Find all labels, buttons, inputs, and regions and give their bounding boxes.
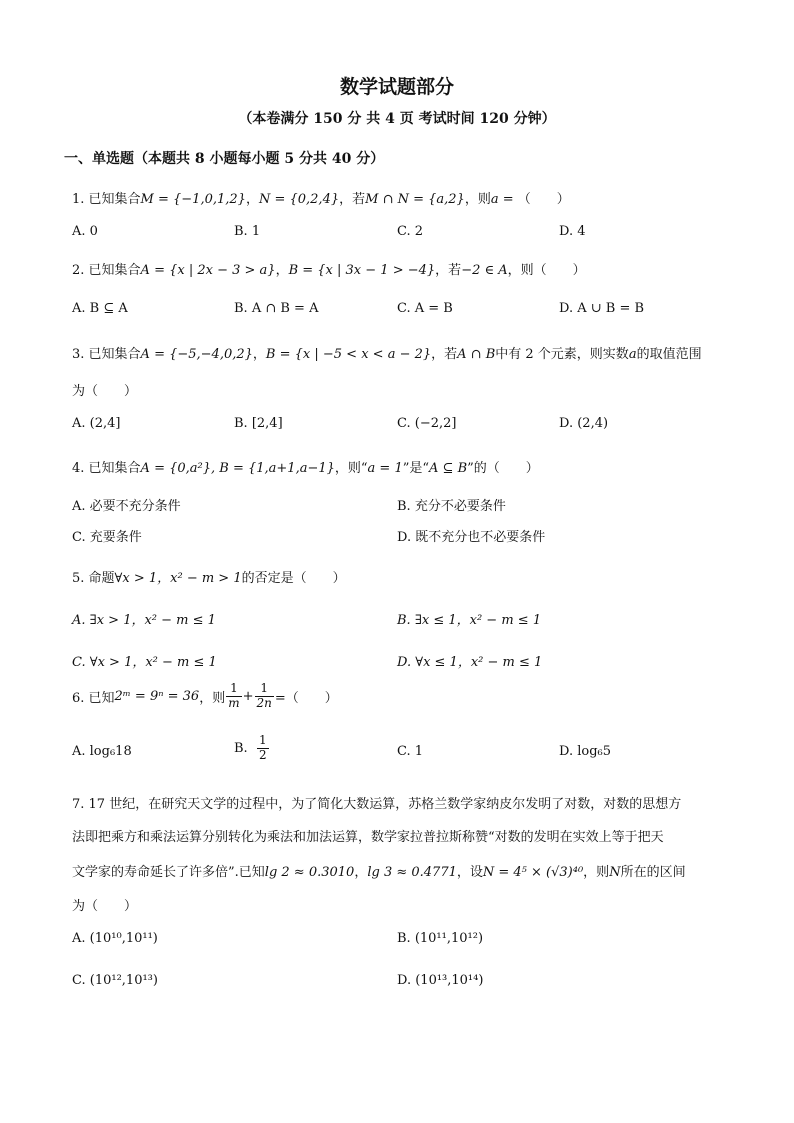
exam-info: （本卷满分 150 分 共 4 页 考试时间 120 分钟）	[238, 111, 556, 127]
fraction-one-half: $\frac{1}{2}$	[258, 733, 267, 762]
question-7-line-1: 7. 17 世纪，在研究天文学的过程中，为了简化大数运算，苏格兰数学家纳皮尔发明了对数，对数的思想方	[72, 797, 682, 812]
q6-option-b[interactable]: B. $\frac{1}{2}$	[234, 733, 267, 762]
question-4-stem: 4. 已知集合A = {0,a²}, B = {1,a+1,a−1}，则“a = 1”是“A ⊆ B”的（ ）	[72, 461, 539, 476]
section-title: 一、单选题（本题共 8 小题每小题 5 分共 40 分）	[64, 151, 385, 167]
q6-option-d[interactable]: D. log₆5	[559, 744, 612, 759]
question-2-stem: 2. 已知集合A = {x | 2x − 3 > a}，B = {x | 3x − 1 > −4}，若−2 ∈ A，则（ ）	[72, 263, 586, 278]
set-a: A = {x | 2x − 3 > a}	[140, 263, 276, 278]
q7-option-a[interactable]: A. (10¹⁰,10¹¹)	[72, 931, 158, 946]
q1-option-b[interactable]: B. 1	[234, 224, 261, 239]
intersection: M ∩ N = {a,2}	[365, 192, 465, 207]
q2-option-b[interactable]: B. A ∩ B = A	[234, 301, 319, 316]
question-5-stem: 5. 命题∀x > 1，x² − m > 1的否定是（ ）	[72, 571, 346, 586]
q3-option-a[interactable]: A. (2,4]	[72, 416, 121, 431]
equation: 2ᵐ = 9ⁿ = 36	[114, 688, 200, 704]
q7-option-d[interactable]: D. (10¹³,10¹⁴)	[397, 973, 484, 988]
q5-option-c[interactable]: C. ∀x > 1，x² − m ≤ 1	[72, 655, 217, 670]
set-b: B = {x | −5 < x < a − 2}	[265, 347, 432, 362]
q4-option-c[interactable]: C. 充要条件	[72, 530, 142, 545]
set-a: A = {−5,−4,0,2}	[140, 347, 253, 362]
q7-option-c[interactable]: C. (10¹²,10¹³)	[72, 973, 158, 988]
proposition: ∀x > 1，x² − m > 1	[114, 571, 242, 586]
set-m: M = {−1,0,1,2}	[140, 192, 246, 207]
q2-option-c[interactable]: C. A = B	[397, 301, 453, 316]
q3-option-c[interactable]: C. (−2,2]	[397, 416, 457, 431]
q1-option-c[interactable]: C. 2	[397, 224, 424, 239]
set-b: B = {x | 3x − 1 > −4}	[288, 263, 436, 278]
q7-option-b[interactable]: B. (10¹¹,10¹²)	[397, 931, 484, 946]
sets-ab: A = {0,a²}, B = {1,a+1,a−1}	[140, 461, 335, 476]
question-7-line-3: 文学家的寿命延长了许多倍”.已知lg 2 ≈ 0.3010，lg 3 ≈ 0.4771，设N = 4⁵ × (√3)⁴⁰，则N所在的区间	[72, 865, 686, 880]
question-1-stem: 1. 已知集合M = {−1,0,1,2}，N = {0,2,4}，若M ∩ N = {a,2}，则a = （ ）	[72, 192, 570, 207]
question-7-line-2: 法即把乘方和乘法运算分别转化为乘法和加法运算，数学家拉普拉斯称赞“对数的发明在实效上等于把天	[72, 830, 664, 845]
question-3-stem-line2: 为（ ）	[72, 384, 138, 399]
q2-option-a[interactable]: A. B ⊆ A	[72, 301, 128, 316]
page-title: 数学试题部分	[339, 76, 454, 98]
question-3-stem: 3. 已知集合A = {−5,−4,0,2}，B = {x | −5 < x < a − 2}，若A ∩ B中有 2 个元素，则实数a的取值范围	[72, 347, 702, 362]
q5-option-b[interactable]: B. ∃x ≤ 1，x² − m ≤ 1	[397, 613, 542, 628]
n-definition: N = 4⁵ × (√3)⁴⁰	[482, 865, 584, 880]
q6-option-a[interactable]: A. log₆18	[72, 744, 132, 759]
q4-option-d[interactable]: D. 既不充分也不必要条件	[397, 530, 546, 545]
q3-option-d[interactable]: D. (2,4)	[559, 416, 609, 431]
lg2-value: lg 2 ≈ 0.3010	[264, 865, 355, 880]
lg3-value: lg 3 ≈ 0.4771	[367, 865, 457, 880]
q5-option-d[interactable]: D. ∀x ≤ 1，x² − m ≤ 1	[397, 655, 543, 670]
q2-option-d[interactable]: D. A ∪ B = B	[559, 301, 645, 316]
set-n: N = {0,2,4}	[258, 192, 340, 207]
q4-option-b[interactable]: B. 充分不必要条件	[397, 499, 506, 514]
q1-option-d[interactable]: D. 4	[559, 224, 586, 239]
fraction-1-over-2n: $\frac{1}{2n}$	[256, 681, 272, 710]
q5-option-a[interactable]: A. ∃x > 1，x² − m ≤ 1	[72, 613, 216, 628]
fraction-1-over-m: $\frac{1}{m}$	[228, 681, 240, 710]
q3-option-b[interactable]: B. [2,4]	[234, 416, 283, 431]
question-7-line-4: 为（ ）	[72, 899, 138, 914]
q4-option-a[interactable]: A. 必要不充分条件	[72, 499, 181, 514]
q6-option-c[interactable]: C. 1	[397, 744, 424, 759]
question-6-stem: 6. 已知2ᵐ = 9ⁿ = 36，则 $\frac{1}{m}$ + $\frac{1}{2n}$ =（ ）	[72, 681, 338, 710]
q1-option-a[interactable]: A. 0	[72, 224, 98, 239]
